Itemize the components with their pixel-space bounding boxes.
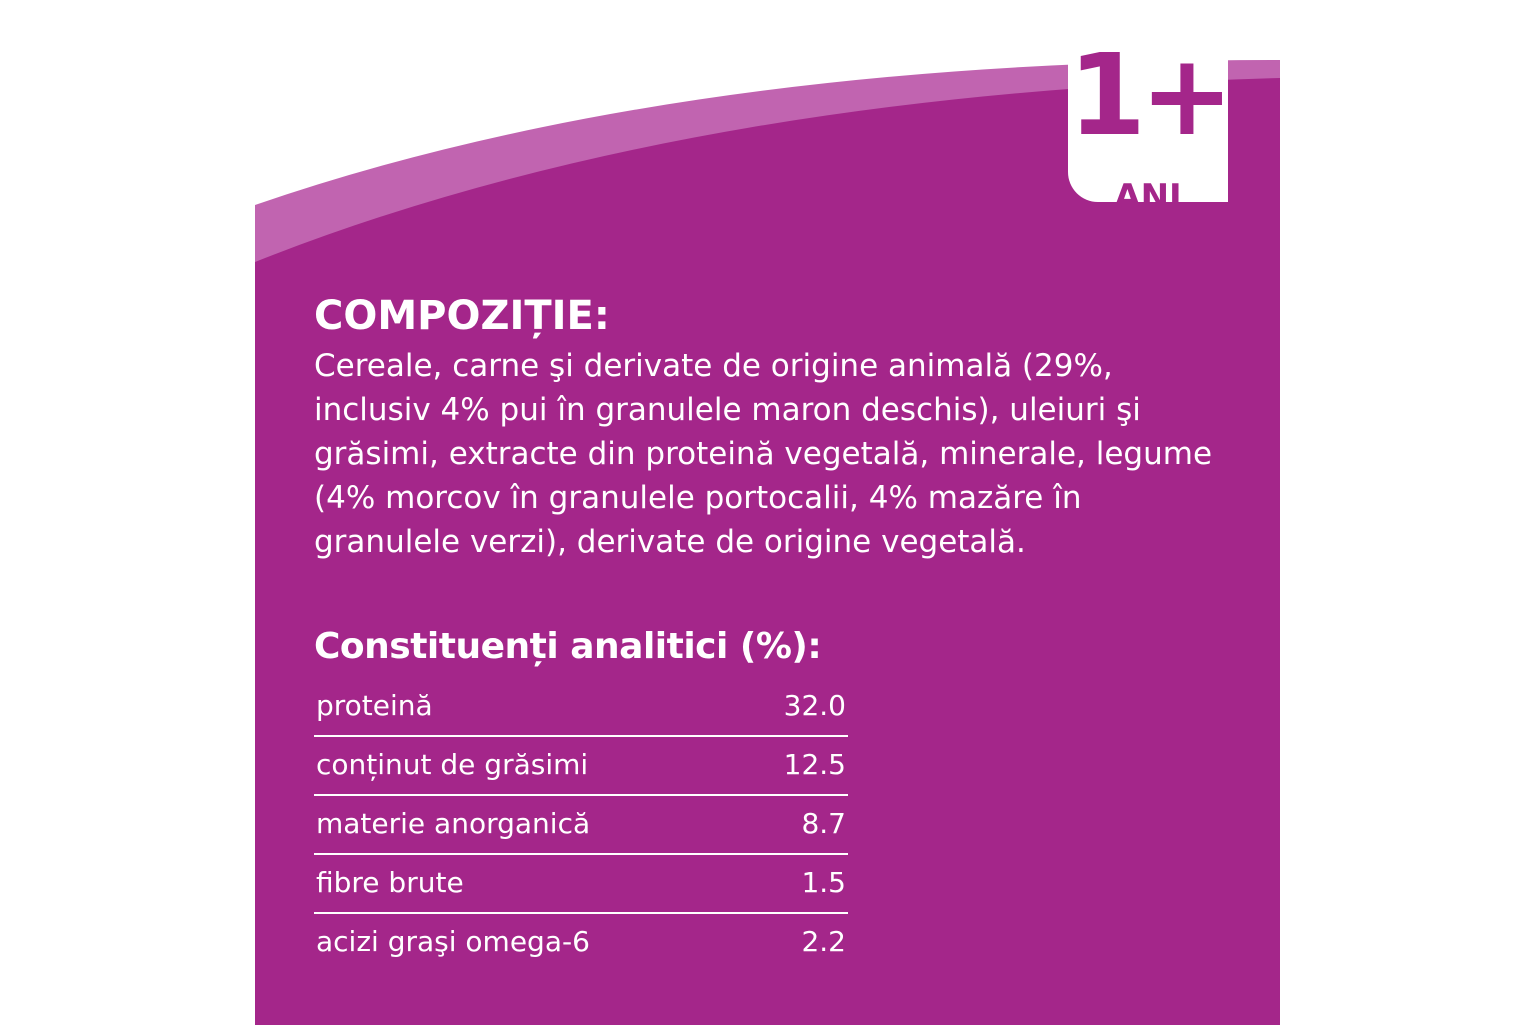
row-value: 32.0 — [783, 688, 846, 722]
analytics-title: Constituenți analitici (%): — [314, 626, 822, 667]
analytics-table — [314, 678, 848, 971]
table-row — [314, 678, 848, 736]
row-label: materie anorganică — [314, 795, 745, 854]
row-label: acizi graşi omega-6 — [314, 913, 745, 971]
table-row — [314, 736, 848, 795]
row-label: conținut de grăsimi — [314, 736, 745, 795]
table-row — [314, 795, 848, 854]
row-value: 8.7 — [745, 795, 848, 854]
age-badge-value: 1+ — [1068, 31, 1228, 161]
age-badge — [1068, 26, 1228, 217]
age-badge-unit: ANI — [1114, 177, 1182, 217]
row-value: 1.5 — [745, 854, 848, 913]
row-label: proteină — [316, 688, 433, 722]
row-value: 12.5 — [745, 736, 848, 795]
row-value: 2.2 — [745, 913, 848, 971]
composition-title: COMPOZIȚIE: — [314, 293, 610, 339]
content — [314, 290, 1224, 971]
composition-text: Cereale, carne şi derivate de origine animală (29%, inclusiv 4% pui în granulele maron deschis), uleiuri şi grăsimi, extracte din proteină vegetală, minerale, legume (4% morcov în granulele portocalii, 4% mazăre în granulele verzi), derivate de origine vegetală. — [314, 348, 1213, 560]
table-row — [314, 854, 848, 913]
table-row — [314, 913, 848, 971]
row-label: fibre brute — [314, 854, 745, 913]
